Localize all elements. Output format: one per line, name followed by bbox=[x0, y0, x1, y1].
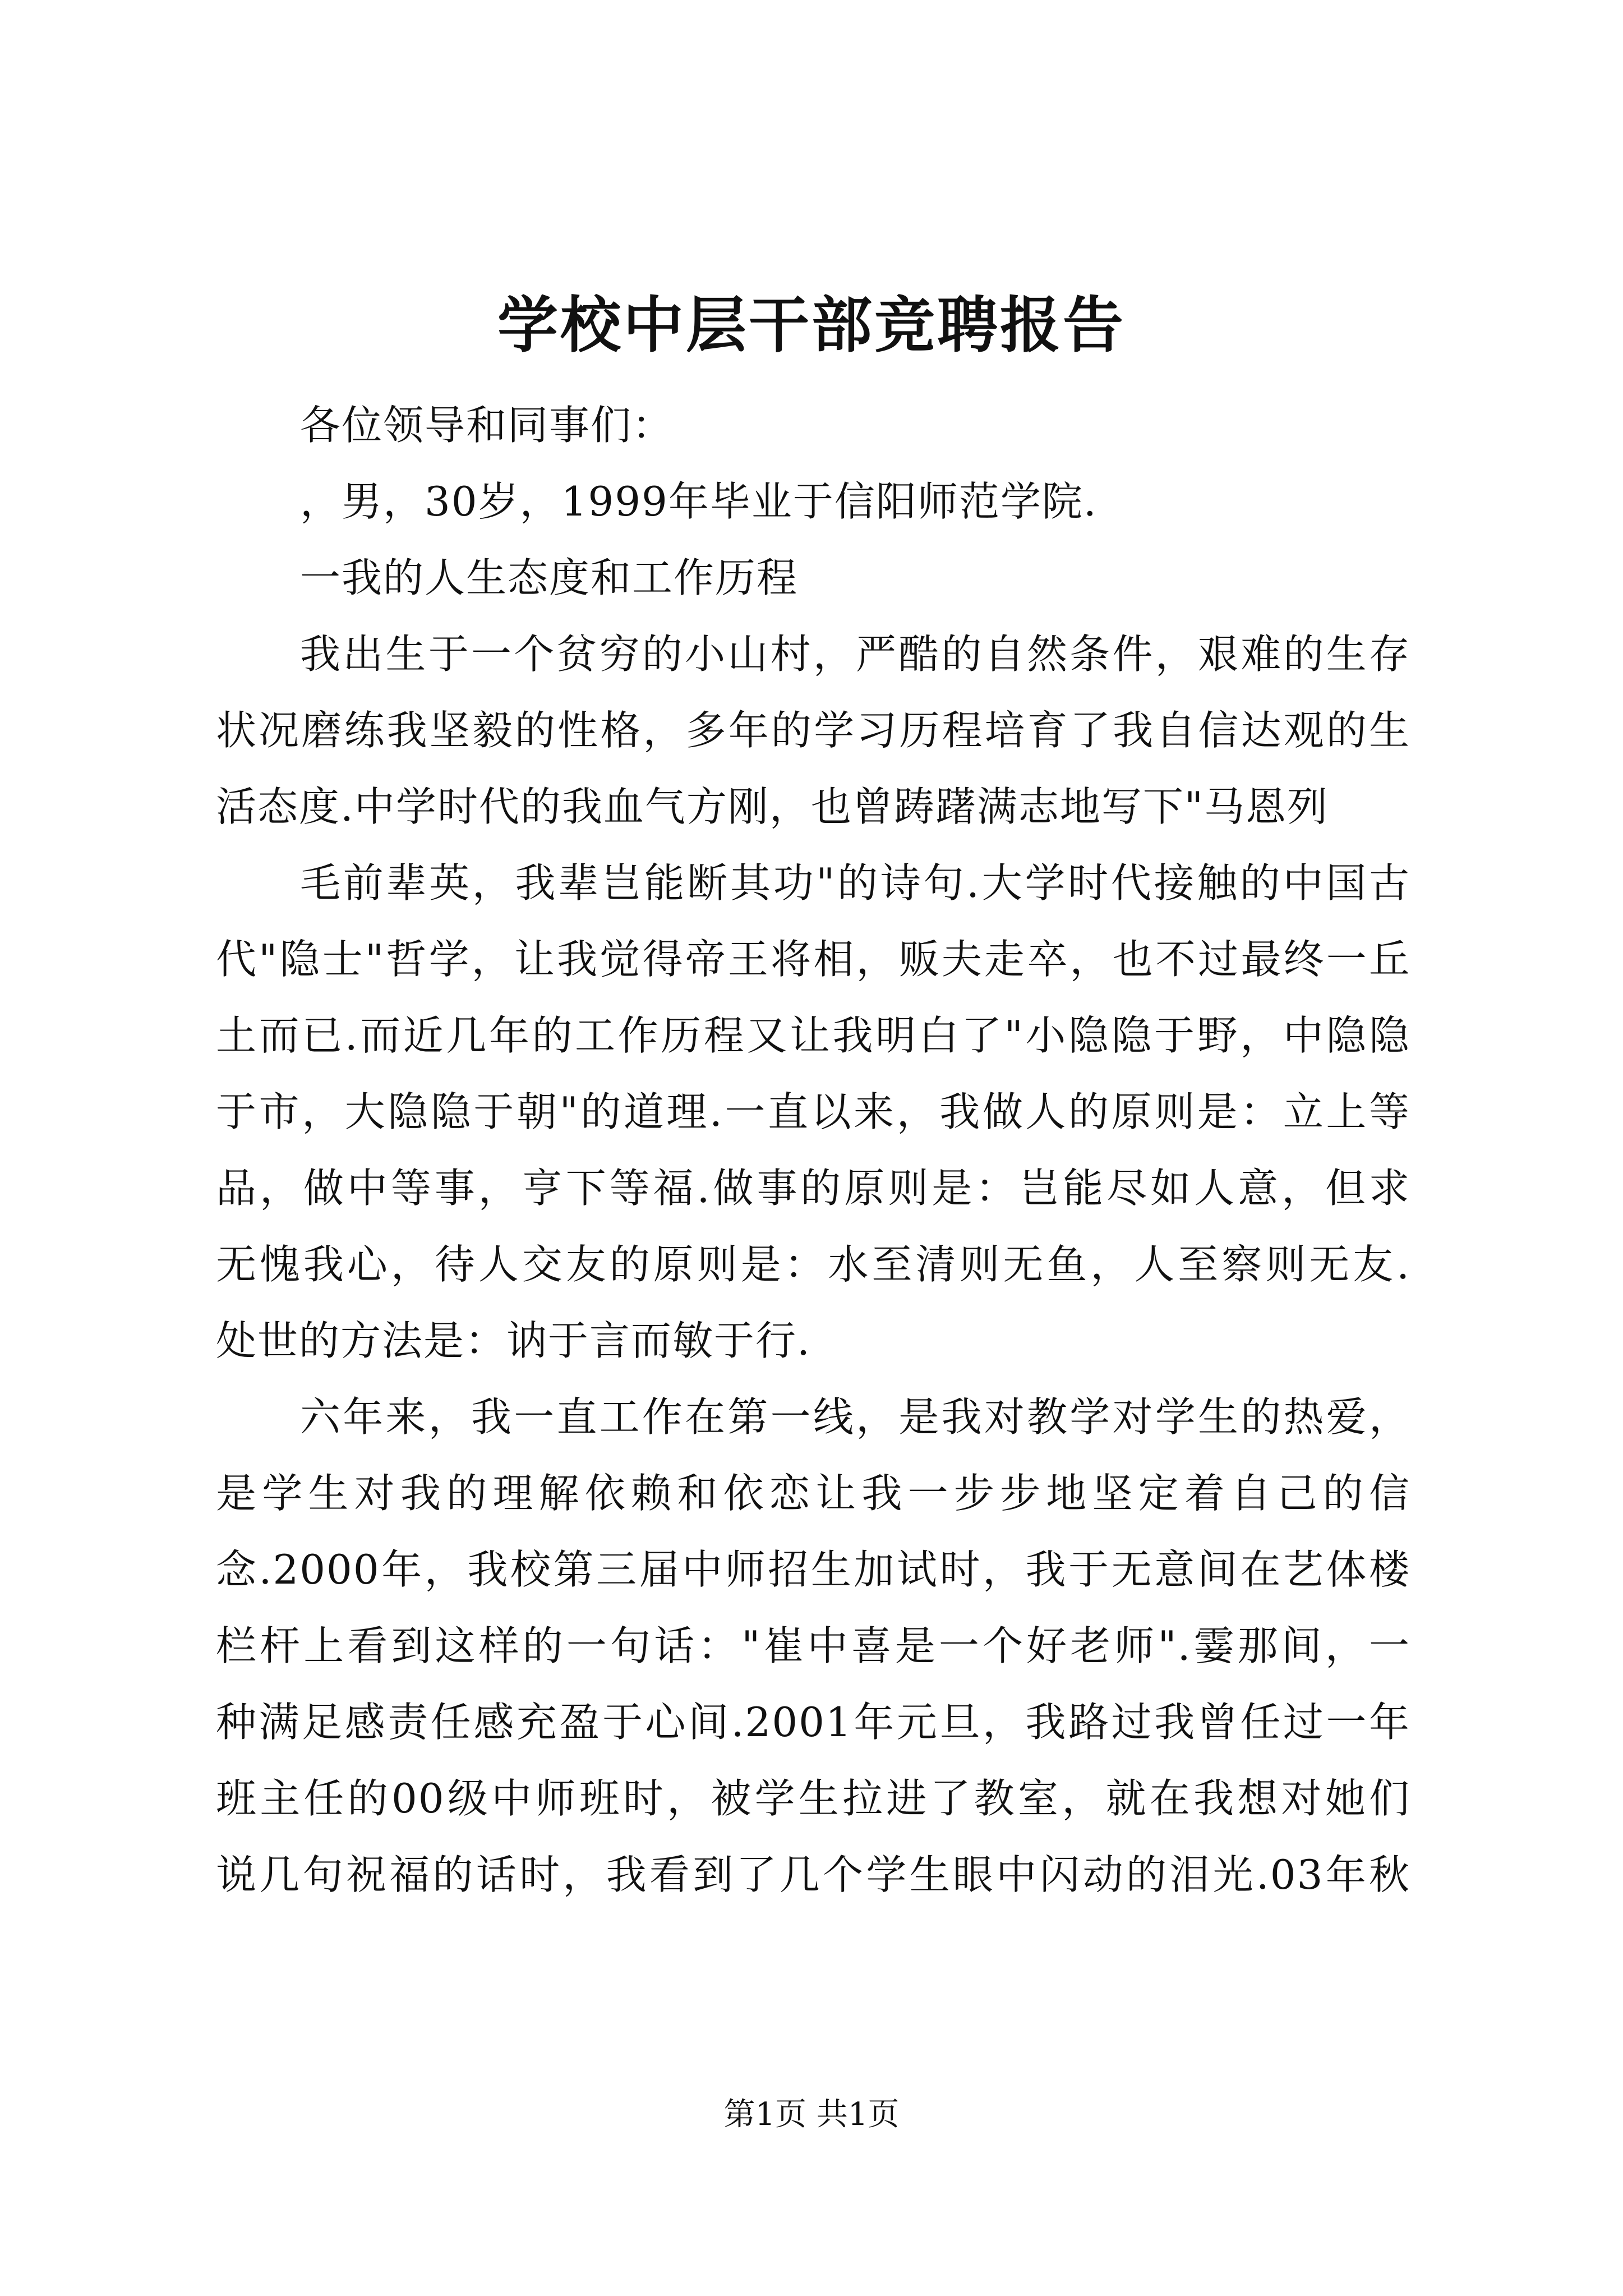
text-line: ，男，30岁，1999年毕业于信阳师范学院. bbox=[300, 478, 1098, 525]
text-line: 说几句祝福的话时，我看到了几个学生眼中闪动的泪光.03年秋 bbox=[216, 1851, 1410, 1898]
page-footer: 第1页 共1页 bbox=[723, 2096, 900, 2133]
text-line: 我出生于一个贫穷的小山村，严酷的自然条件，艰难的生存 bbox=[300, 631, 1410, 678]
text-line: 六年来，我一直工作在第一线，是我对教学对学生的热爱， bbox=[300, 1393, 1410, 1441]
text-line: 品，做中等事，亨下等福.做事的原则是：岂能尽如人意，但求 bbox=[216, 1165, 1410, 1212]
text-line: 状况磨练我坚毅的性格，多年的学习历程培育了我自信达观的生 bbox=[216, 707, 1410, 754]
text-line: 代"隐士"哲学，让我觉得帝王将相，贩夫走卒，也不过最终一丘 bbox=[216, 936, 1410, 983]
text-line: 种满足感责任感充盈于心间.2001年元旦，我路过我曾任过一年 bbox=[216, 1699, 1410, 1746]
document-body bbox=[216, 387, 1410, 1913]
text-line: 是学生对我的理解依赖和依恋让我一步步地坚定着自己的信 bbox=[216, 1470, 1410, 1517]
document-title: 学校中层干部竞聘报告 bbox=[497, 290, 1126, 361]
text-line: 活态度.中学时代的我血气方刚，也曾踌躇满志地写下"马恩列 bbox=[216, 783, 1329, 830]
text-line: 于市，大隐隐于朝"的道理.一直以来，我做人的原则是：立上等 bbox=[216, 1088, 1410, 1135]
text-line: 处世的方法是：讷于言而敏于行. bbox=[216, 1317, 811, 1364]
text-line: 各位领导和同事们： bbox=[300, 402, 674, 449]
text-line: 念.2000年，我校第三届中师招生加试时，我于无意间在艺体楼 bbox=[216, 1546, 1410, 1593]
text-line: 栏杆上看到这样的一句话："崔中喜是一个好老师".霎那间，一 bbox=[216, 1622, 1410, 1669]
text-line: 班主任的00级中师班时，被学生拉进了教室，就在我想对她们 bbox=[216, 1775, 1410, 1822]
text-line: 一我的人生态度和工作历程 bbox=[300, 554, 799, 601]
text-line: 无愧我心，待人交友的原则是：水至清则无鱼，人至察则无友. bbox=[216, 1241, 1410, 1288]
text-line: 土而已.而近几年的工作历程又让我明白了"小隐隐于野，中隐隐 bbox=[216, 1012, 1410, 1059]
text-line: 毛前辈英，我辈岂能断其功"的诗句.大学时代接触的中国古 bbox=[300, 859, 1410, 907]
